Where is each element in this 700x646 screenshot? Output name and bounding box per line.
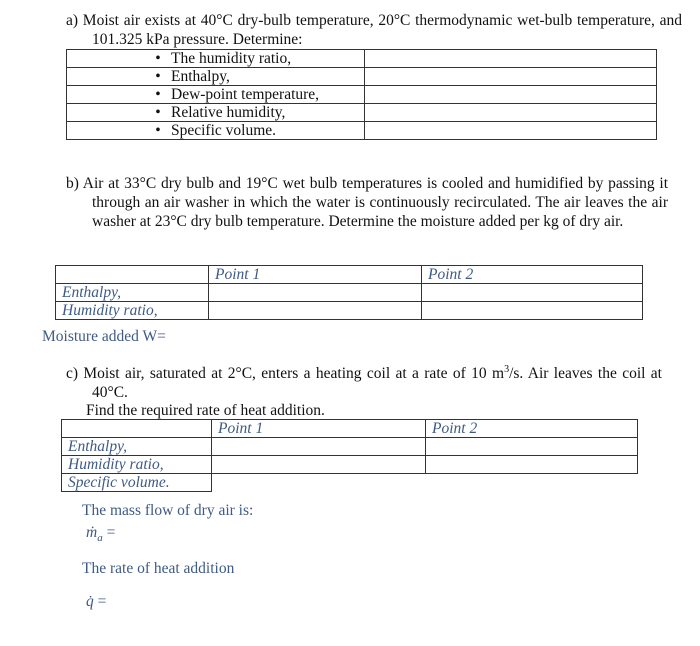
- part-b-table: [55, 265, 643, 320]
- answer-cell[interactable]: [212, 438, 426, 456]
- answer-cell[interactable]: [426, 456, 638, 474]
- header-point-2: Point 2: [426, 420, 638, 438]
- part-a-item-cell: • Specific volume.: [67, 122, 365, 140]
- mass-flow-label: The mass flow of dry air is:: [82, 502, 254, 519]
- answer-cell[interactable]: [422, 302, 643, 320]
- answer-cell[interactable]: [426, 438, 638, 456]
- table-row: [56, 302, 643, 320]
- part-a-item-cell: • Dew-point temperature,: [67, 86, 365, 104]
- part-a-item-cell: • Relative humidity,: [67, 104, 365, 122]
- row-label-enthalpy: Enthalpy,: [56, 284, 209, 302]
- heat-rate-equation[interactable]: q̇ =: [86, 593, 107, 610]
- table-row: [67, 50, 657, 68]
- table-row: [56, 284, 643, 302]
- answer-cell[interactable]: [365, 50, 657, 68]
- header-point-2: Point 2: [422, 266, 643, 284]
- mass-flow-equation[interactable]: ṁ$_a$ =: [86, 524, 116, 545]
- answer-cell[interactable]: [212, 474, 426, 492]
- part-c-question: c) Moist air, saturated at 2°C, enters a heating coil at a rate of 10 $m^3/s$. Air leaves the coil at 40°C.: [66, 363, 662, 401]
- table-row: [67, 122, 657, 140]
- table-row: [56, 266, 643, 284]
- header-point-1: Point 1: [212, 420, 426, 438]
- answer-cell[interactable]: [365, 104, 657, 122]
- answer-cell[interactable]: [422, 284, 643, 302]
- answer-cell[interactable]: [365, 122, 657, 140]
- header-empty-cell: [56, 266, 209, 284]
- heat-rate-label: The rate of heat addition: [82, 560, 235, 577]
- part-c-find: Find the required rate of heat addition.: [86, 402, 325, 419]
- header-point-1: Point 1: [209, 266, 422, 284]
- row-label-enthalpy: Enthalpy,: [62, 438, 212, 456]
- table-row: [62, 474, 638, 492]
- bullet-icon: •: [155, 104, 161, 121]
- part-a-question: a) Moist air exists at 40°C dry-bulb temperature, 20°C thermodynamic wet-bulb temperature, and 101.325 kPa pressure. Determine:: [66, 12, 682, 48]
- answer-cell[interactable]: [426, 474, 638, 492]
- answer-cell[interactable]: [365, 86, 657, 104]
- answer-cell[interactable]: [212, 456, 426, 474]
- table-row: [67, 86, 657, 104]
- table-row: [67, 104, 657, 122]
- row-label-humidity-ratio: Humidity ratio,: [62, 456, 212, 474]
- table-row: [67, 68, 657, 86]
- answer-cell[interactable]: [209, 284, 422, 302]
- bullet-icon: •: [155, 68, 161, 85]
- row-label-specific-volume: Specific volume.: [62, 474, 212, 492]
- part-a-item-cell: • Enthalpy,: [67, 68, 365, 86]
- part-c-table: [61, 419, 638, 492]
- answer-cell[interactable]: [365, 68, 657, 86]
- row-label-humidity-ratio: Humidity ratio,: [56, 302, 209, 320]
- part-a-table: [66, 49, 657, 140]
- part-a-item-cell: • The humidity ratio,: [67, 50, 365, 68]
- table-row: [62, 420, 638, 438]
- bullet-icon: •: [155, 122, 161, 139]
- moisture-added-label: Moisture added W=: [42, 328, 166, 345]
- header-empty-cell: [62, 420, 212, 438]
- bullet-icon: •: [155, 86, 161, 103]
- table-row: [62, 438, 638, 456]
- table-row: [62, 456, 638, 474]
- bullet-icon: •: [155, 50, 161, 67]
- answer-cell[interactable]: [209, 302, 422, 320]
- part-b-question: b) Air at 33°C dry bulb and 19°C wet bulb temperatures is cooled and humidified by passing it through an air washer in which the water is continuously recirculated. The air leaves the air washer at 23°C dry bulb temperature. Determine the moisture added per kg of dry air.: [66, 175, 668, 230]
